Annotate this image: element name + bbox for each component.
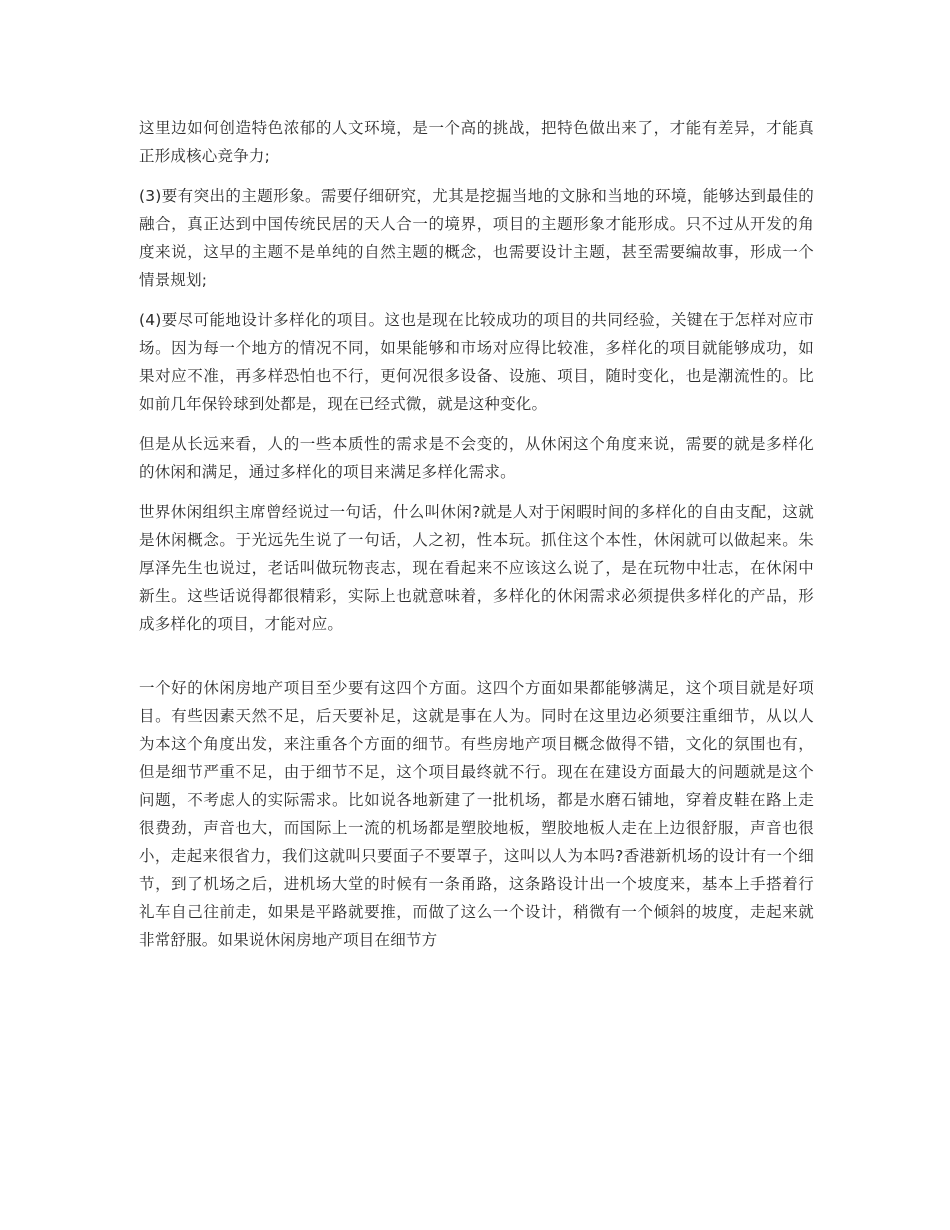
paragraph-leisure-definition: 世界休闲组织主席曾经说过一句话，什么叫休闲?就是人对于闲暇时间的多样化的自由支配，这就是休闲概念。于光远先生说了一句话，人之初，性本玩。抓住这个本性，休闲就可以做起来。朱厚泽先生也说过，老话叫做玩物丧志，现在看起来不应该这么说了，是在玩物中壮志，在休闲中新生。这些话说得都很精彩，实际上也就意味着，多样化的休闲需求必须提供多样化的产品，形成多样化的项目，才能对应。 [139, 503, 814, 633]
paragraph-details-matter: 一个好的休闲房地产项目至少要有这四个方面。这四个方面如果都能够满足，这个项目就是好项目。有些因素天然不足，后天要补足，这就是事在人为。同时在这里边必须要注重细节，从以人为本这个角度出发，来注重各个方面的细节。有些房地产项目概念做得不错，文化的氛围也有，但是细节严重不足，由于细节不足，这个项目最终就不行。现在在建设方面最大的问题就是这个问题，不考虑人的实际需求。比如说各地新建了一批机场，都是水磨石铺地，穿着皮鞋在路上走很费劲，声音也大，而国际上一流的机场都是塑胶地板，塑胶地板人走在上边很舒服，声音也很小，走起来很省力，我们这就叫只要面子不要罩子，这叫以人为本吗?香港新机场的设计有一个细节，到了机场之后，进机场大堂的时候有一条甬路，这条路设计出一个坡度来，基本上手搭着行礼车自己往前走，如果是平路就要推，而做了这么一个设计，稍微有一个倾斜的坡度，走起来就非常舒服。如果说休闲房地产项目在细节方 [139, 679, 814, 949]
paragraph-cultural-environment: 这里边如何创造特色浓郁的人文环境，是一个高的挑战，把特色做出来了，才能有差异，才能真正形成核心竞争力; [139, 119, 814, 165]
paragraph-diverse-projects: (4)要尽可能地设计多样化的项目。这也是现在比较成功的项目的共同经验，关键在于怎样对应市场。因为每一个地方的情况不同，如果能够和市场对应得比较准，多样化的项目就能够成功，如果对应不准，再多样恐怕也不行，更何况很多设备、设施、项目，随时变化，也是潮流性的。比如前几年保铃球到处都是，现在已经式微，就是这种变化。 [139, 311, 814, 413]
paragraph-long-term-needs: 但是从长远来看，人的一些本质性的需求是不会变的，从休闲这个角度来说，需要的就是多样化的休闲和满足，通过多样化的项目来满足多样化需求。 [139, 435, 814, 481]
document-body [139, 114, 814, 966]
paragraph-theme-image: (3)要有突出的主题形象。需要仔细研究，尤其是挖掘当地的文脉和当地的环境，能够达到最佳的融合，真正达到中国传统民居的天人合一的境界，项目的主题形象才能形成。只不过从开发的角度来说，这早的主题不是单纯的自然主题的概念，也需要设计主题，甚至需要编故事，形成一个情景规划; [139, 187, 814, 289]
